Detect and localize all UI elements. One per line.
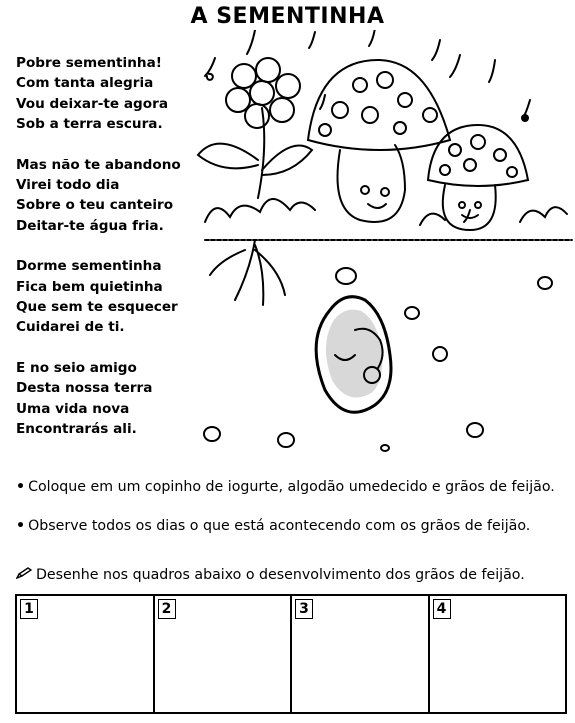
drawing-box <box>292 596 430 712</box>
poem-line: E no seio amigo <box>16 359 137 376</box>
poem-line: Virei todo dia <box>16 177 120 194</box>
drawing-box <box>155 596 293 712</box>
poem-line: Encontrarás ali. <box>16 421 137 438</box>
drawing-box <box>17 596 155 712</box>
poem-line: Vou deixar-te agora <box>16 95 168 112</box>
poem-line: Dorme sementinha <box>16 258 162 275</box>
drawing-box <box>430 596 566 712</box>
box-number: 2 <box>158 599 176 619</box>
box-number: 4 <box>433 599 451 619</box>
seed-icon <box>316 297 391 413</box>
poem-line: Desta nossa terra <box>16 380 153 397</box>
bullet-icon: • <box>16 518 26 534</box>
poem-line: Uma vida nova <box>16 400 130 417</box>
poem-line: Fica bem quietinha <box>16 278 163 295</box>
poem-line: Pobre sementinha! <box>16 55 162 71</box>
poem-line: Que sem te esquecer <box>16 299 178 316</box>
mushroom-icon <box>428 125 528 230</box>
page-title: A SEMENTINHA <box>190 4 385 29</box>
poem-line: Com tanta alegria <box>16 75 154 92</box>
instruction-item <box>16 517 568 536</box>
flower-icon <box>198 58 312 198</box>
instruction-text: Coloque em um copinho de iogurte, algodão umedecido e grãos de feijão. <box>28 479 555 495</box>
illustration <box>180 30 575 470</box>
instruction-text: Observe todos os dias o que está acontecendo com os grãos de feijão. <box>28 518 531 534</box>
instruction-item <box>16 478 568 497</box>
poem-line: Deitar-te água fria. <box>16 217 164 234</box>
instruction-text: Desenhe nos quadros abaixo o desenvolvimento dos grãos de feijão. <box>36 567 525 583</box>
poem-line: Mas não te abandono <box>16 156 181 173</box>
poem-line: Sobre o teu canteiro <box>16 197 174 214</box>
box-number: 3 <box>295 599 313 619</box>
poem-line: Sob a terra escura. <box>16 116 163 133</box>
bullet-icon: • <box>16 479 26 495</box>
drawing-grid <box>15 594 567 714</box>
poem-line: Cuidarei de ti. <box>16 319 125 336</box>
box-number: 1 <box>20 599 38 619</box>
pencil-icon <box>16 566 32 585</box>
mushroom-icon <box>308 60 450 222</box>
draw-instruction <box>16 566 568 585</box>
